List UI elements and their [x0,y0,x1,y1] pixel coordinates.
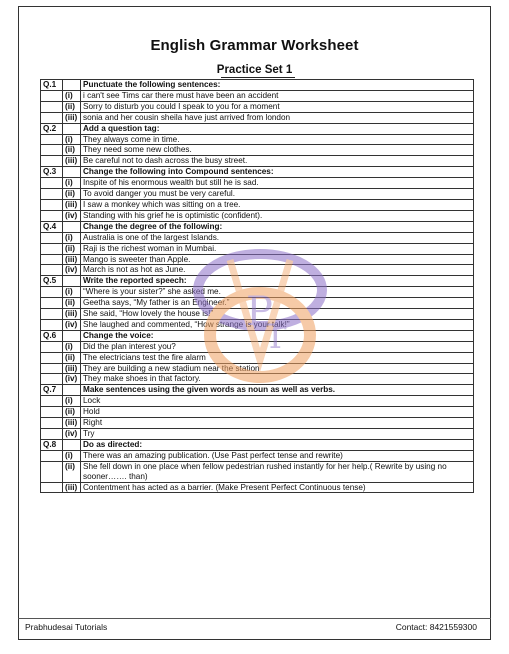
item-row [41,243,474,254]
item-row [41,145,474,156]
question-number: Q.5 [41,276,63,287]
item-blank [41,418,63,429]
item-text: To avoid danger you must be very careful. [81,189,474,200]
worksheet-title: English Grammar Worksheet [150,37,359,54]
item-row [41,178,474,189]
item-number: (i) [63,134,81,145]
item-number: (ii) [63,352,81,363]
item-text: “Where is your sister?” she asked me. [81,287,474,298]
item-text: They always come in time. [81,134,474,145]
item-blank [41,232,63,243]
item-text: The electricians test the fire alarm [81,352,474,363]
subtitle-underline [221,77,295,78]
question-title: Punctuate the following sentences: [81,80,474,91]
item-row [41,287,474,298]
item-blank [41,243,63,254]
item-text: Be careful not to dash across the busy street. [81,156,474,167]
item-number: (i) [63,450,81,461]
item-row [41,156,474,167]
item-row [41,112,474,123]
item-text: They need some new clothes. [81,145,474,156]
item-blank [41,450,63,461]
item-blank [41,363,63,374]
item-number: (i) [63,232,81,243]
question-row [41,330,474,341]
item-row [41,429,474,440]
item-row [41,134,474,145]
item-blank [41,101,63,112]
question-number: Q.7 [41,385,63,396]
item-row [41,298,474,309]
question-row [41,123,474,134]
footer-divider [18,618,491,619]
question-row [41,80,474,91]
item-text: They make shoes in that factory. [81,374,474,385]
item-number: (iv) [63,429,81,440]
item-number: (iii) [63,418,81,429]
item-text: Right [81,418,474,429]
question-subnum-blank [63,330,81,341]
item-number: (i) [63,341,81,352]
item-number: (iv) [63,265,81,276]
item-blank [41,482,63,493]
question-title: Change the voice: [81,330,474,341]
question-subnum-blank [63,439,81,450]
questions-table [40,79,474,493]
footer-institute: Prabhudesai Tutorials [25,622,108,632]
item-number: (i) [63,178,81,189]
item-row [41,189,474,200]
item-row [41,90,474,101]
item-blank [41,254,63,265]
item-blank [41,112,63,123]
item-number: (ii) [63,461,81,482]
question-row [41,221,474,232]
item-blank [41,396,63,407]
item-row [41,101,474,112]
item-blank [41,156,63,167]
item-text: Contentment has acted as a barrier. (Make Present Perfect Continuous tense) [81,482,474,493]
item-number: (i) [63,396,81,407]
item-row [41,199,474,210]
item-blank [41,178,63,189]
item-blank [41,352,63,363]
svg-text:T: T [264,317,287,357]
question-subnum-blank [63,123,81,134]
item-text: Geetha says, “My father is an Engineer.” [81,298,474,309]
item-number: (i) [63,90,81,101]
item-blank [41,90,63,101]
question-number: Q.6 [41,330,63,341]
question-subnum-blank [63,167,81,178]
item-number: (iii) [63,309,81,320]
item-text: She laughed and commented, “How strange is your talk!” [81,319,474,330]
item-number: (iii) [63,199,81,210]
item-blank [41,309,63,320]
item-row [41,210,474,221]
question-number: Q.1 [41,80,63,91]
item-text: She said, “How lovely the house is!” [81,309,474,320]
item-blank [41,461,63,482]
item-text: I saw a monkey which was sitting on a tree. [81,199,474,210]
item-row [41,461,474,482]
question-number: Q.3 [41,167,63,178]
item-number: (ii) [63,145,81,156]
item-row [41,319,474,330]
question-title: Make sentences using the given words as noun as well as verbs. [81,385,474,396]
item-number: (ii) [63,189,81,200]
item-number: (ii) [63,101,81,112]
question-number: Q.2 [41,123,63,134]
item-row [41,482,474,493]
item-blank [41,210,63,221]
item-row [41,352,474,363]
item-number: (iii) [63,363,81,374]
practice-set-title: Practice Set 1 [216,64,293,76]
item-row [41,232,474,243]
question-subnum-blank [63,276,81,287]
item-blank [41,374,63,385]
question-title: Change the following into Compound sentences: [81,167,474,178]
item-blank [41,298,63,309]
item-row [41,396,474,407]
question-number: Q.4 [41,221,63,232]
item-number: (iii) [63,482,81,493]
question-subnum-blank [63,221,81,232]
item-row [41,418,474,429]
item-text: Did the plan interest you? [81,341,474,352]
item-blank [41,287,63,298]
question-title: Do as directed: [81,439,474,450]
item-row [41,407,474,418]
item-blank [41,199,63,210]
item-text: Sorry to disturb you could I speak to you for a moment [81,101,474,112]
question-subnum-blank [63,385,81,396]
question-row [41,276,474,287]
item-text: Raji is the richest woman in Mumbai. [81,243,474,254]
item-number: (iii) [63,156,81,167]
item-text: Standing with his grief he is optimistic (confident). [81,210,474,221]
item-row [41,450,474,461]
item-text: Inspite of his enormous wealth but still he is sad. [81,178,474,189]
item-text: Lock [81,396,474,407]
item-row [41,309,474,320]
question-title: Add a question tag: [81,123,474,134]
item-text: Try [81,429,474,440]
item-number: (ii) [63,243,81,254]
item-text: March is not as hot as June. [81,265,474,276]
item-row [41,341,474,352]
item-blank [41,429,63,440]
item-text: She fell down in one place when fellow pedestrian rushed instantly for her help.( Rewrite by using no sooner……. than) [81,461,474,482]
item-number: (iv) [63,374,81,385]
question-row [41,167,474,178]
item-blank [41,145,63,156]
item-blank [41,189,63,200]
question-title: Write the reported speech: [81,276,474,287]
item-blank [41,341,63,352]
svg-text:P: P [246,289,273,335]
item-text: Australia is one of the largest Islands. [81,232,474,243]
item-number: (iv) [63,210,81,221]
question-title: Change the degree of the following: [81,221,474,232]
question-row [41,439,474,450]
question-number: Q.8 [41,439,63,450]
question-row [41,385,474,396]
item-blank [41,134,63,145]
item-number: (iii) [63,112,81,123]
item-blank [41,265,63,276]
item-text: Hold [81,407,474,418]
item-number: (iii) [63,254,81,265]
item-text: sonia and her cousin sheila have just arrived from london [81,112,474,123]
item-number: (ii) [63,407,81,418]
item-row [41,254,474,265]
item-blank [41,319,63,330]
question-subnum-blank [63,80,81,91]
item-text: Mango is sweeter than Apple. [81,254,474,265]
item-number: (iv) [63,319,81,330]
item-row [41,363,474,374]
item-text: They are building a new stadium near the station [81,363,474,374]
item-blank [41,407,63,418]
item-row [41,374,474,385]
item-number: (ii) [63,298,81,309]
item-text: There was an amazing publication. (Use Past perfect tense and rewrite) [81,450,474,461]
item-row [41,265,474,276]
item-number: (i) [63,287,81,298]
footer-contact: Contact: 8421559300 [395,622,477,632]
item-text: i can't see Tims car there must have been an accident [81,90,474,101]
